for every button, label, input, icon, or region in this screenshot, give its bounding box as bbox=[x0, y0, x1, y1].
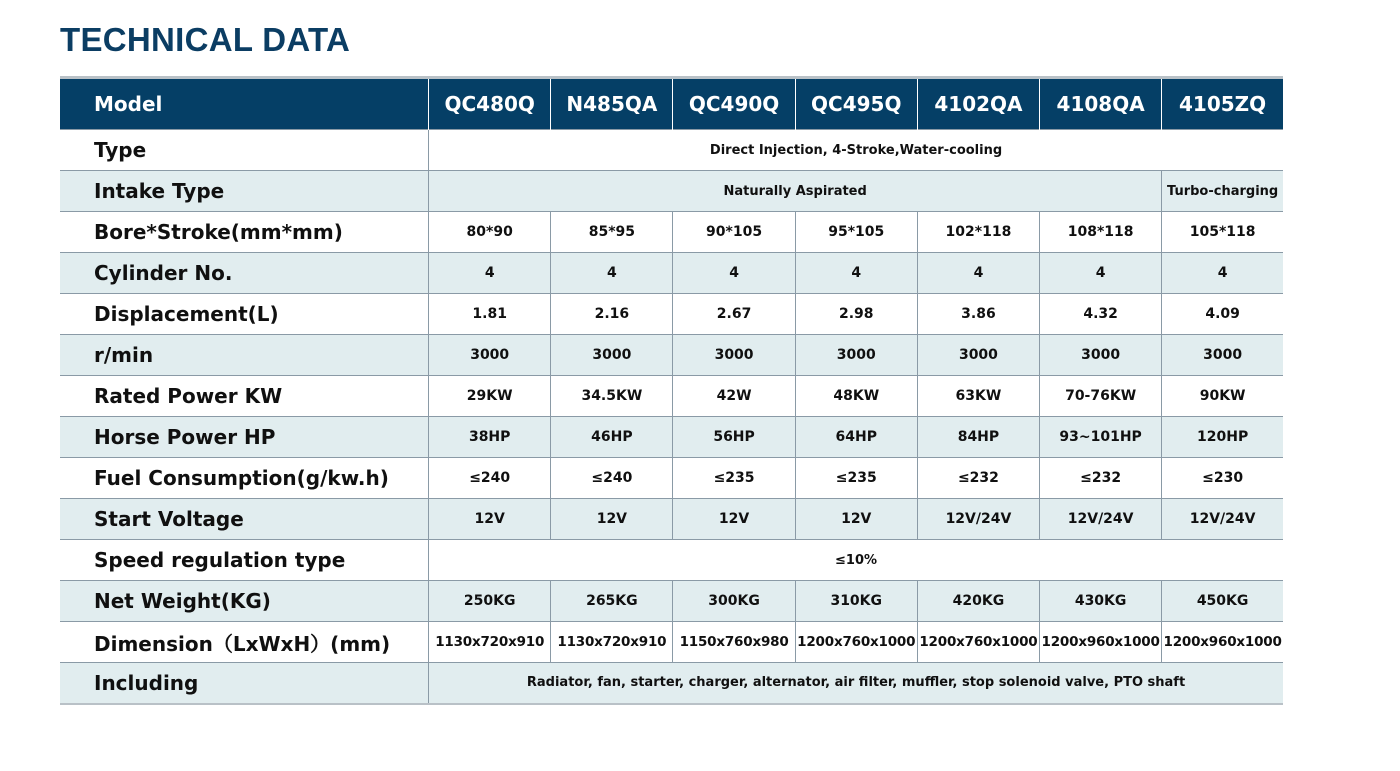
row-fuel-consumption bbox=[60, 458, 1283, 499]
row-bore-stroke bbox=[60, 212, 1283, 253]
row-speed-regulation bbox=[60, 540, 1283, 581]
header-model-2: N485QA bbox=[551, 78, 673, 130]
header-model-label: Model bbox=[60, 78, 429, 130]
row-intake-type bbox=[60, 171, 1283, 212]
table-cell: 3.86 bbox=[917, 294, 1039, 335]
row-rated-power bbox=[60, 376, 1283, 417]
table-cell: 3000 bbox=[917, 335, 1039, 376]
table-cell: 300KG bbox=[673, 581, 795, 622]
table-cell: 63KW bbox=[917, 376, 1039, 417]
table-cell: 3000 bbox=[1040, 335, 1162, 376]
table-cell: 4 bbox=[1040, 253, 1162, 294]
row-label-dimension: Dimension（LxWxH）(mm) bbox=[94, 631, 391, 656]
table-cell: 4 bbox=[1162, 253, 1283, 294]
table-cell: 120HP bbox=[1162, 417, 1283, 458]
row-net-weight bbox=[60, 581, 1283, 622]
row-cylinder-no bbox=[60, 253, 1283, 294]
technical-data-table bbox=[60, 76, 1283, 705]
table-cell: 430KG bbox=[1040, 581, 1162, 622]
table-cell: 95*105 bbox=[795, 212, 917, 253]
table-cell: 105*118 bbox=[1162, 212, 1283, 253]
table-cell: 3000 bbox=[673, 335, 795, 376]
table-cell: 70-76KW bbox=[1040, 376, 1162, 417]
table-cell: 1200x960x1000 bbox=[1040, 622, 1162, 663]
row-label-fuel-consumption: Fuel Consumption(g/kw.h) bbox=[94, 466, 389, 490]
row-rpm bbox=[60, 335, 1283, 376]
row-start-voltage bbox=[60, 499, 1283, 540]
cell-intake-naturally-aspirated: Naturally Aspirated bbox=[429, 171, 1162, 212]
table-cell: 2.16 bbox=[551, 294, 673, 335]
table-cell: 12V bbox=[673, 499, 795, 540]
header-model-3: QC490Q bbox=[673, 78, 795, 130]
row-including bbox=[60, 663, 1283, 704]
table-cell: 3000 bbox=[1162, 335, 1283, 376]
table-cell: 85*95 bbox=[551, 212, 673, 253]
table-cell: ≤240 bbox=[429, 458, 551, 499]
page-title: TECHNICAL DATA bbox=[60, 21, 351, 58]
row-dimension bbox=[60, 622, 1283, 663]
table-cell: 265KG bbox=[551, 581, 673, 622]
table-cell: 3000 bbox=[429, 335, 551, 376]
table-cell: 29KW bbox=[429, 376, 551, 417]
table-cell: ≤232 bbox=[1040, 458, 1162, 499]
row-label-start-voltage: Start Voltage bbox=[94, 507, 244, 531]
table-cell: ≤235 bbox=[673, 458, 795, 499]
table-cell: 310KG bbox=[795, 581, 917, 622]
row-label-displacement: Displacement(L) bbox=[94, 302, 279, 326]
table-cell: 93~101HP bbox=[1040, 417, 1162, 458]
table-cell: 1.81 bbox=[429, 294, 551, 335]
header-model-1: QC480Q bbox=[429, 78, 551, 130]
table-cell: 1150x760x980 bbox=[673, 622, 795, 663]
table-cell: 1130x720x910 bbox=[551, 622, 673, 663]
table-cell: 12V/24V bbox=[1162, 499, 1283, 540]
table-cell: 80*90 bbox=[429, 212, 551, 253]
table-cell: 1200x760x1000 bbox=[795, 622, 917, 663]
table-cell: 90KW bbox=[1162, 376, 1283, 417]
row-label-type: Type bbox=[94, 138, 147, 162]
cell-intake-turbo: Turbo-charging bbox=[1162, 171, 1283, 212]
cell-type-value: Direct Injection, 4-Stroke,Water-cooling bbox=[429, 130, 1283, 171]
cell-speed-regulation-value: ≤10% bbox=[429, 540, 1283, 581]
header-model-6: 4108QA bbox=[1040, 78, 1162, 130]
header-model-7: 4105ZQ bbox=[1162, 78, 1283, 130]
header-row bbox=[60, 78, 1283, 130]
row-type bbox=[60, 130, 1283, 171]
row-horse-power bbox=[60, 417, 1283, 458]
table-cell: 4 bbox=[917, 253, 1039, 294]
table-cell: 4 bbox=[551, 253, 673, 294]
table-cell: 12V bbox=[551, 499, 673, 540]
table-cell: 12V/24V bbox=[917, 499, 1039, 540]
table-cell: 1200x760x1000 bbox=[917, 622, 1039, 663]
table-cell: 4.32 bbox=[1040, 294, 1162, 335]
table-cell: 12V bbox=[429, 499, 551, 540]
row-label-net-weight: Net Weight(KG) bbox=[94, 589, 271, 613]
header-model-5: 4102QA bbox=[917, 78, 1039, 130]
table-cell: 4 bbox=[673, 253, 795, 294]
table-cell: 84HP bbox=[917, 417, 1039, 458]
table-cell: ≤230 bbox=[1162, 458, 1283, 499]
table-cell: 420KG bbox=[917, 581, 1039, 622]
table-cell: 4.09 bbox=[1162, 294, 1283, 335]
row-label-bore-stroke: Bore*Stroke(mm*mm) bbox=[94, 220, 343, 244]
table-cell: 1130x720x910 bbox=[429, 622, 551, 663]
table-cell: 38HP bbox=[429, 417, 551, 458]
row-displacement bbox=[60, 294, 1283, 335]
table-cell: 90*105 bbox=[673, 212, 795, 253]
row-label-horse-power: Horse Power HP bbox=[94, 425, 276, 449]
table-cell: 12V/24V bbox=[1040, 499, 1162, 540]
table-cell: 42W bbox=[673, 376, 795, 417]
table-cell: 450KG bbox=[1162, 581, 1283, 622]
table-cell: 3000 bbox=[551, 335, 673, 376]
table-cell: 12V bbox=[795, 499, 917, 540]
table-cell: ≤240 bbox=[551, 458, 673, 499]
row-label-speed-regulation: Speed regulation type bbox=[94, 548, 346, 572]
cell-including-value: Radiator, fan, starter, charger, alternator, air filter, muffler, stop solenoid valve, PTO shaft bbox=[429, 663, 1283, 704]
table-cell: 56HP bbox=[673, 417, 795, 458]
row-label-including: Including bbox=[94, 670, 199, 695]
table-cell: 4 bbox=[795, 253, 917, 294]
row-label-rpm: r/min bbox=[94, 343, 154, 367]
table-cell: 102*118 bbox=[917, 212, 1039, 253]
row-label-rated-power: Rated Power KW bbox=[94, 384, 283, 408]
table-cell: 64HP bbox=[795, 417, 917, 458]
table-cell: 4 bbox=[429, 253, 551, 294]
table-cell: ≤232 bbox=[917, 458, 1039, 499]
table-cell: 1200x960x1000 bbox=[1162, 622, 1283, 663]
table-cell: ≤235 bbox=[795, 458, 917, 499]
table-cell: 108*118 bbox=[1040, 212, 1162, 253]
table-cell: 2.67 bbox=[673, 294, 795, 335]
table-cell: 250KG bbox=[429, 581, 551, 622]
table-cell: 46HP bbox=[551, 417, 673, 458]
table-cell: 48KW bbox=[795, 376, 917, 417]
row-label-cylinder-no: Cylinder No. bbox=[94, 261, 233, 285]
table-cell: 34.5KW bbox=[551, 376, 673, 417]
row-label-intake-type: Intake Type bbox=[94, 179, 225, 203]
table-cell: 3000 bbox=[795, 335, 917, 376]
header-model-4: QC495Q bbox=[795, 78, 917, 130]
table-cell: 2.98 bbox=[795, 294, 917, 335]
